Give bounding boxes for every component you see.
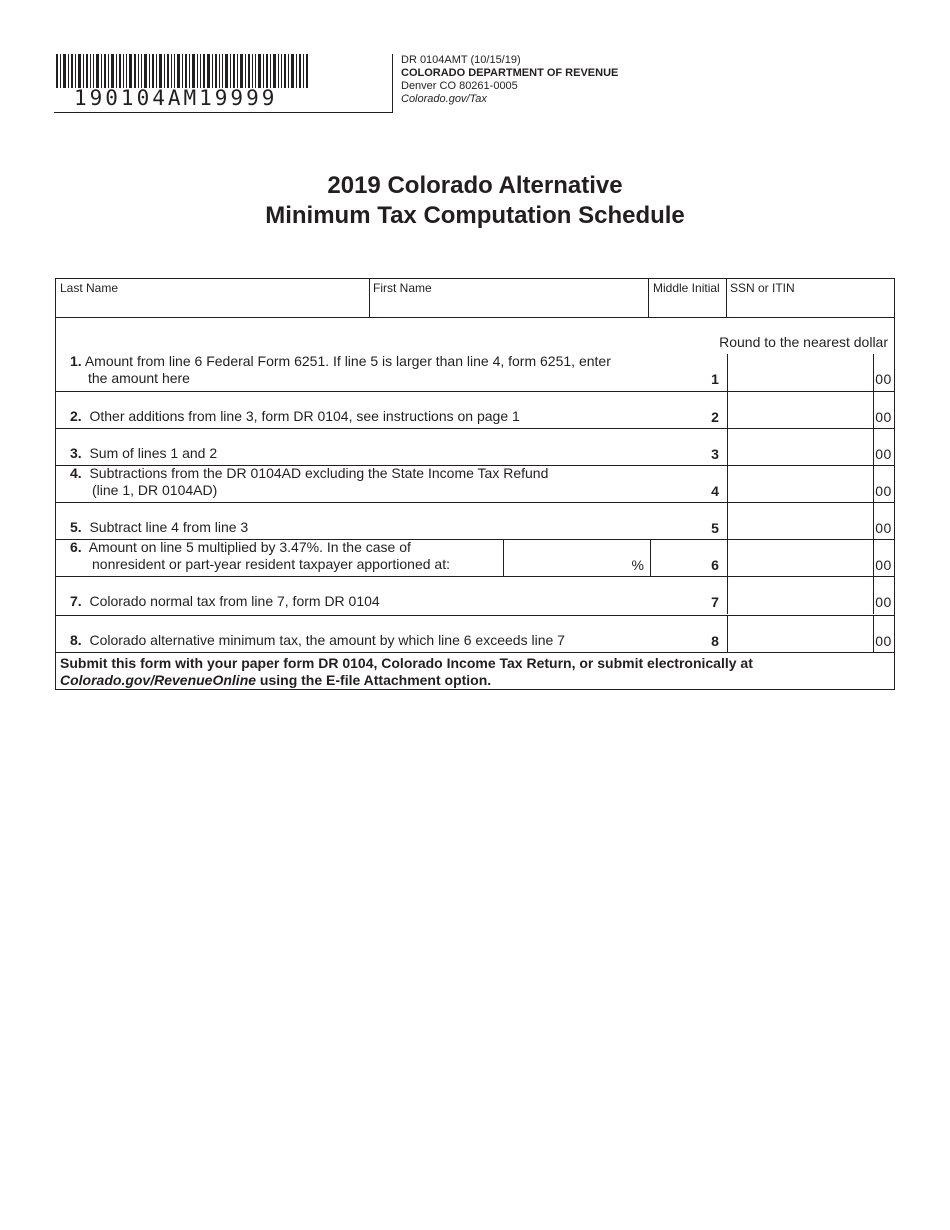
divider (648, 279, 649, 317)
round-note: Round to the nearest dollar (719, 334, 888, 350)
cents-label: 00 (875, 446, 892, 462)
line-1-row (56, 354, 894, 391)
line-number: 5 (711, 520, 719, 536)
cents-label: 00 (875, 557, 892, 573)
line-7-amount-input[interactable] (727, 577, 874, 614)
cents-label: 00 (875, 409, 892, 425)
line-number: 6 (711, 557, 719, 573)
last-name-field[interactable]: Last Name (60, 281, 119, 295)
line-number: 4 (711, 483, 719, 499)
form-id: DR 0104AMT (10/15/19) (401, 54, 521, 66)
line-8-amount-input[interactable] (727, 616, 874, 653)
title-line-1: 2019 Colorado Alternative (327, 172, 623, 199)
department-address: Denver CO 80261-0005 (401, 80, 518, 92)
line-2-amount-input[interactable] (727, 392, 874, 429)
line-3-description: 3. Sum of lines 1 and 2 (70, 445, 218, 461)
line-8-description: 8. Colorado alternative minimum tax, the amount by which line 6 exceeds line 7 (70, 632, 565, 648)
page-title (0, 171, 950, 231)
line-7-row (56, 576, 894, 614)
line-3-row (56, 428, 894, 466)
taxpayer-info-row (55, 278, 895, 318)
submission-instructions: Submit this form with your paper form DR 0104, Colorado Income Tax Return, or submit electronically at Colorado.gov/RevenueOnline using the E-file Attachment option. (56, 652, 894, 689)
apportionment-percent-input[interactable] (503, 540, 651, 577)
computation-table (55, 317, 895, 690)
line-8-row (56, 615, 894, 653)
line-1-description: 1. Amount from line 6 Federal Form 6251. If line 5 is larger than line 4, form 6251, enter the amount here (70, 353, 611, 386)
line-5-amount-input[interactable] (727, 503, 874, 540)
cents-label: 00 (875, 371, 892, 387)
ssn-field[interactable]: SSN or ITIN (730, 281, 795, 295)
line-number: 2 (711, 409, 719, 425)
line-7-description: 7. Colorado normal tax from line 7, form DR 0104 (70, 593, 380, 609)
line-3-amount-input[interactable] (727, 429, 874, 466)
barcode-graphic (56, 54, 310, 88)
agency-block (401, 54, 618, 106)
line-1-amount-input[interactable] (727, 354, 874, 391)
line-5-description: 5. Subtract line 4 from line 3 (70, 519, 249, 535)
divider (369, 279, 370, 317)
line-6-row (56, 539, 894, 577)
line-number: 8 (711, 633, 719, 649)
title-line-2: Minimum Tax Computation Schedule (265, 202, 685, 229)
line-2-row (56, 391, 894, 429)
line-4-description: 4. Subtractions from the DR 0104AD excluding the State Income Tax Refund (line 1, DR 0104AD) (70, 465, 549, 498)
cents-label: 00 (875, 483, 892, 499)
line-6-amount-input[interactable] (727, 540, 874, 577)
divider (726, 279, 727, 317)
barcode (54, 54, 393, 113)
cents-label: 00 (875, 520, 892, 536)
line-number: 3 (711, 446, 719, 462)
line-2-description: 2. Other additions from line 3, form DR 0104, see instructions on page 1 (70, 408, 520, 424)
line-number: 1 (711, 371, 719, 387)
cents-label: 00 (875, 594, 892, 610)
department-name: COLORADO DEPARTMENT OF REVENUE (401, 67, 619, 79)
line-5-row (56, 502, 894, 540)
line-number: 7 (711, 594, 719, 610)
barcode-number: 190104AM19999 (74, 86, 278, 110)
cents-label: 00 (875, 633, 892, 649)
percent-sign: % (631, 557, 644, 573)
line-6-description: 6. Amount on line 5 multiplied by 3.47%. In the case of nonresident or part-year resident taxpayer apportioned at: (70, 539, 450, 572)
first-name-field[interactable]: First Name (373, 281, 432, 295)
middle-initial-field[interactable]: Middle Initial (653, 281, 720, 295)
line-4-row (56, 465, 894, 503)
revenue-online-link[interactable]: Colorado.gov/RevenueOnline (60, 672, 257, 688)
department-website: Colorado.gov/Tax (401, 93, 487, 105)
line-4-amount-input[interactable] (727, 466, 874, 503)
